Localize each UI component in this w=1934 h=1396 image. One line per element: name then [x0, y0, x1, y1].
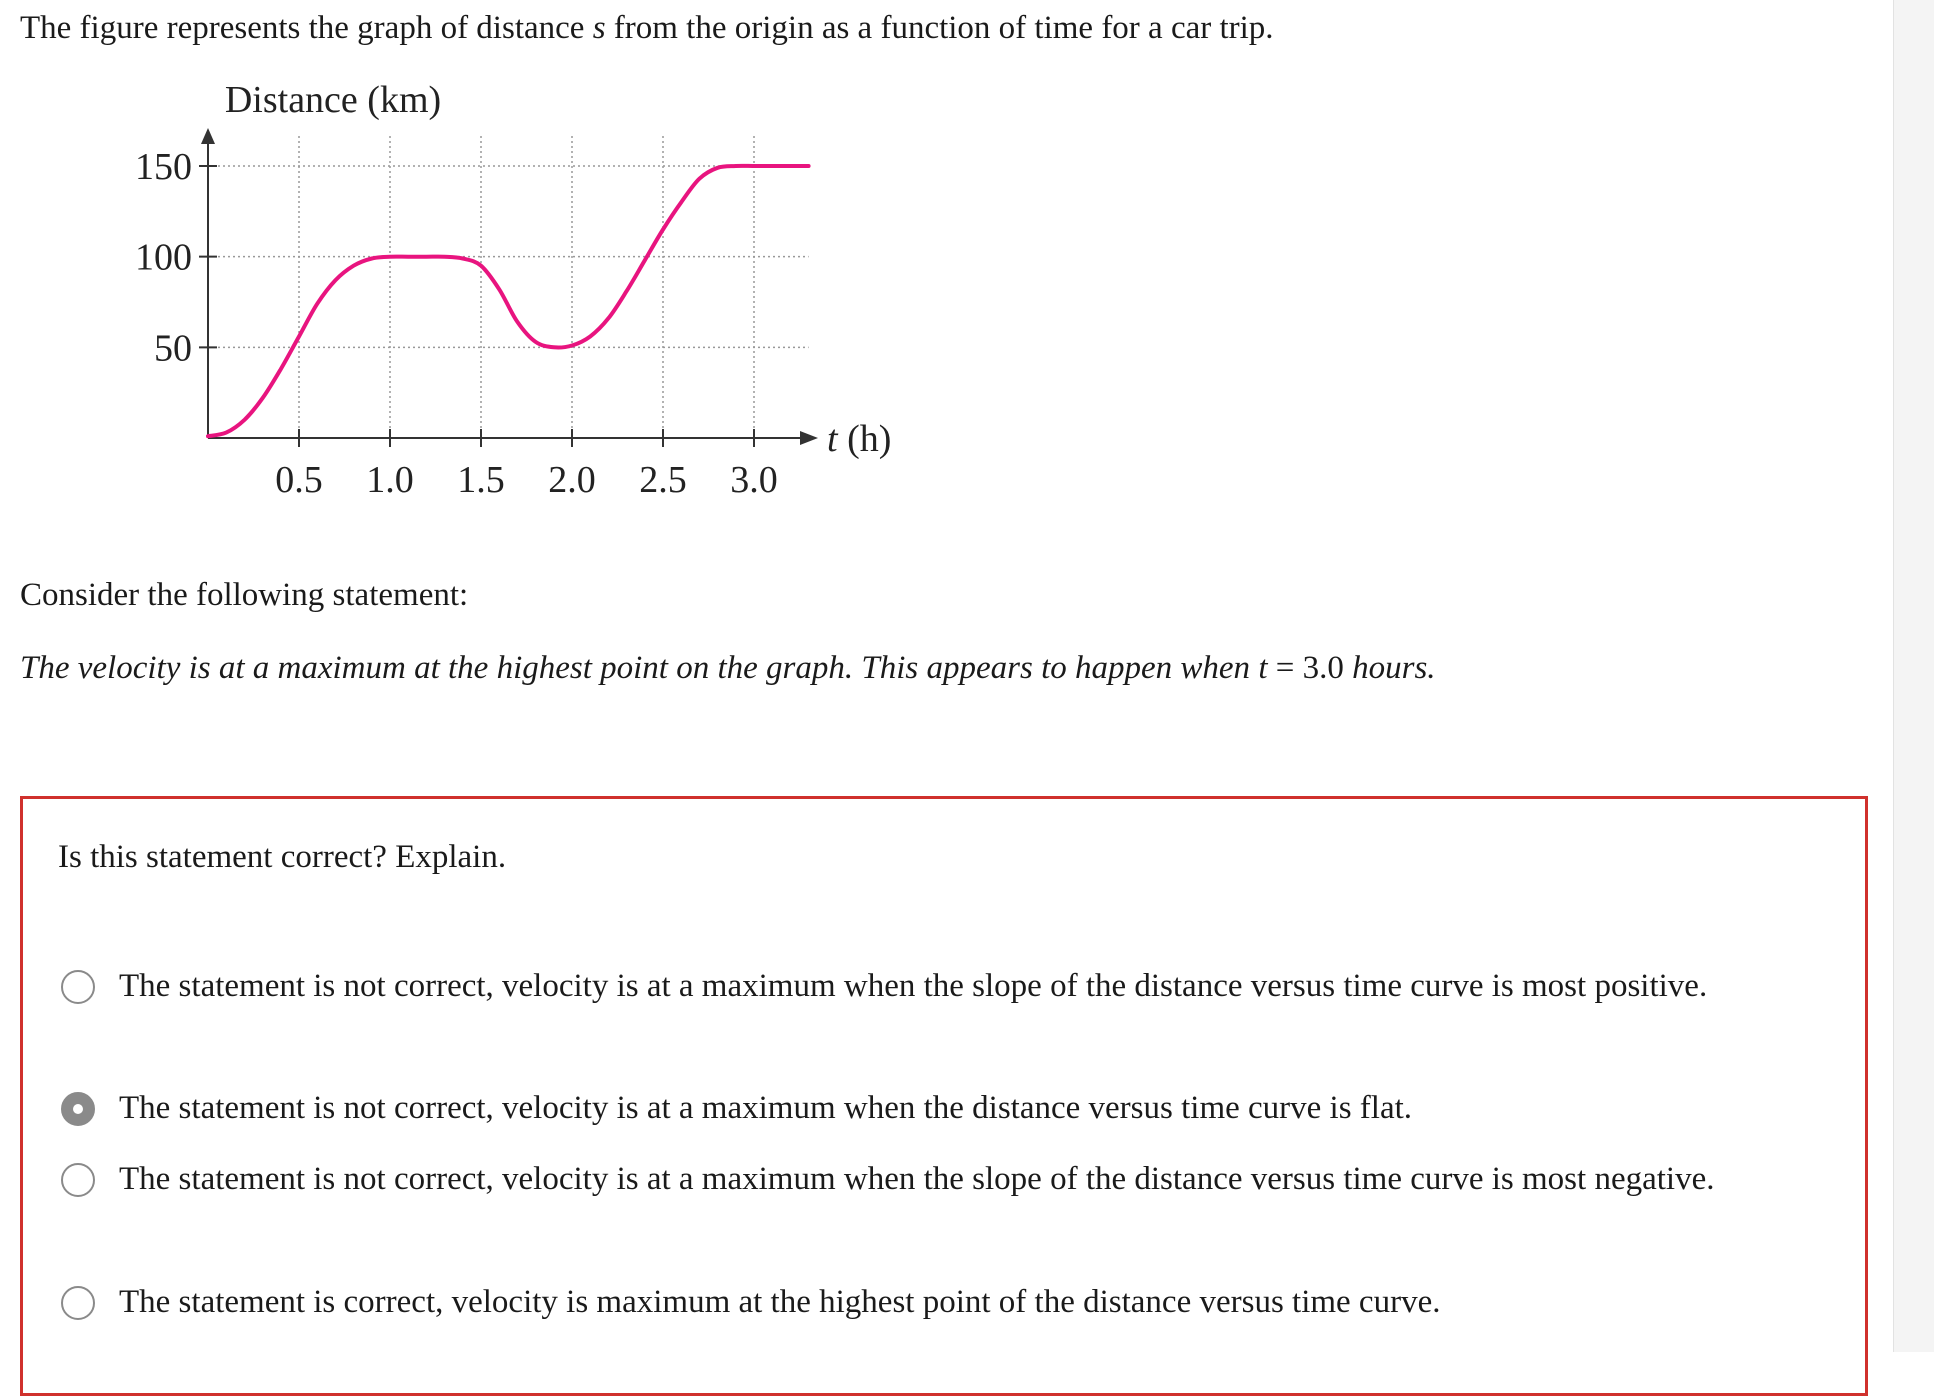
choice-label: The statement is not correct, velocity is at a maximum when the distance versus time curve is flat.	[119, 1090, 1413, 1126]
grid-lines	[208, 136, 809, 438]
intro-after: from the origin as a function of time for a car trip.	[605, 10, 1274, 46]
radio-button[interactable]	[61, 1286, 95, 1320]
choice-most-positive[interactable]	[61, 960, 1781, 1012]
intro-before: The figure represents the graph of distance	[20, 10, 593, 46]
y-tick-label: 150	[135, 146, 192, 189]
scrollbar-track[interactable]	[1893, 0, 1934, 1352]
x-tick-label: 1.5	[457, 459, 505, 501]
radio-button-selected[interactable]	[61, 1092, 95, 1126]
y-axis-arrow	[201, 128, 215, 144]
statement-value: 3.0	[1302, 650, 1344, 686]
choice-most-negative[interactable]	[61, 1153, 1781, 1205]
statement-equals: =	[1267, 650, 1303, 686]
y-tick-label: 100	[135, 236, 192, 279]
distance-curve	[208, 166, 809, 436]
choice-label: The statement is not correct, velocity is at a maximum when the slope of the distance versus time curve is most negative.	[119, 1161, 1715, 1197]
x-tick-label: 2.5	[639, 459, 687, 501]
y-axis-label: Distance (km)	[224, 79, 442, 121]
distance-time-graph	[100, 72, 920, 512]
x-tick-label: 2.0	[548, 459, 596, 501]
statement-text	[20, 646, 1436, 690]
y-tick-label: 50	[154, 327, 192, 370]
x-axis-label	[827, 418, 891, 460]
choice-curve-flat[interactable]	[61, 1082, 1781, 1134]
radio-button[interactable]	[61, 1163, 95, 1197]
x-axis-variable: t	[827, 418, 838, 460]
intro-text	[20, 6, 1274, 50]
radio-button[interactable]	[61, 970, 95, 1004]
consider-text: Consider the following statement:	[20, 577, 469, 613]
x-axis-unit: (h)	[847, 418, 892, 460]
statement-t: t	[1258, 650, 1268, 686]
question-box	[20, 796, 1868, 1396]
x-axis-arrow	[800, 431, 818, 445]
choice-label: The statement is not correct, velocity is at a maximum when the slope of the distance versus time curve is most positive.	[119, 968, 1708, 1004]
choice-statement-correct[interactable]	[61, 1276, 1781, 1328]
statement-part2: hours.	[1343, 650, 1436, 686]
x-tick-label: 0.5	[275, 459, 323, 501]
statement-part1: The velocity is at a maximum at the highest point on the graph. This appears to happen when	[20, 650, 1259, 686]
x-tick-label: 1.0	[366, 459, 414, 501]
intro-variable: s	[592, 10, 606, 46]
question-prompt: Is this statement correct? Explain.	[58, 839, 507, 875]
choice-label: The statement is correct, velocity is maximum at the highest point of the distance versus time curve.	[119, 1284, 1441, 1320]
x-tick-label: 3.0	[730, 459, 778, 501]
